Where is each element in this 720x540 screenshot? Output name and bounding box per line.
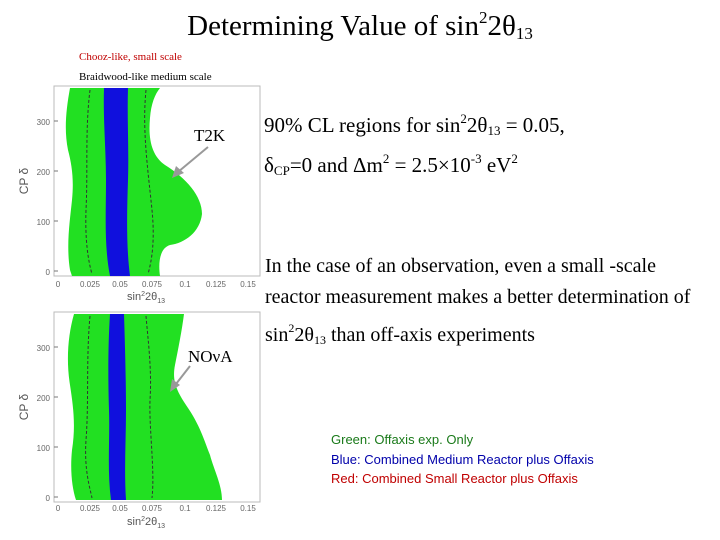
xtick-t2k: 0.1 [179,280,191,289]
ytick-0-nova: 0 [45,494,50,503]
label-nova: NOνA [188,347,233,366]
xtick-t2k: 0.15 [240,280,256,289]
label-t2k: T2K [194,126,226,145]
ytick-200-t2k: 200 [36,168,50,177]
ylabel-nova: CP δ [17,393,31,421]
ytick-100-nova: 100 [36,444,50,453]
xtick-t2k: 0.125 [205,280,227,289]
plot-nova [17,312,260,530]
key-green: Green: Offaxis exp. Only [331,432,474,447]
xlabel-nova: $\sin^22\theta_{13}$ [127,516,166,530]
xtick-t2k: 0 [55,280,61,289]
cl-description: 90% CL regions for $\sin^22\theta_{13} = 0.05$, $\delta_{CP}=0$ and $\Delta m^2 = 2.5\times 10^{-3}$ $eV^2$ [264,111,565,178]
xtick-nova: 0.05 [112,504,128,513]
plot-t2k [17,86,260,305]
ytick-300-t2k: 300 [36,118,50,127]
xtick-nova: 0.025 [79,504,101,513]
ytick-300-nova: 300 [36,344,50,353]
xtick-t2k: 0.05 [112,280,128,289]
legend-braidwood: Braidwood-like medium scale [79,71,212,83]
xlabel-t2k: $\sin^22\theta_{13}$ [127,291,166,305]
xtick-t2k: 0.025 [79,280,101,289]
xtick-nova: 0.125 [205,504,227,513]
legend-chooz: Chooz-like, small scale [79,51,182,63]
xtick-nova: 0 [55,504,61,513]
ylabel-t2k: CP δ [17,167,31,195]
blue-band-nova [108,314,126,500]
xtick-t2k: 0.075 [141,280,163,289]
ytick-200-nova: 200 [36,394,50,403]
ytick-100-t2k: 100 [36,218,50,227]
xtick-nova: 0.075 [141,504,163,513]
key-blue: Blue: Combined Medium Reactor plus Offaxis [331,452,594,467]
key-red: Red: Combined Small Reactor plus Offaxis [331,471,578,486]
xtick-nova: 0.1 [179,504,191,513]
ytick-0-t2k: 0 [45,268,50,277]
blue-band-t2k [104,88,130,276]
observation-text: In the case of an observation, even a small -scale reactor measurement makes a better determination of $\sin^22\theta_{13}$ than off-axis experiments [265,255,691,347]
xtick-nova: 0.15 [240,504,256,513]
page-title: Determining Value of $\sin^22\theta_{13}$ [187,8,533,43]
